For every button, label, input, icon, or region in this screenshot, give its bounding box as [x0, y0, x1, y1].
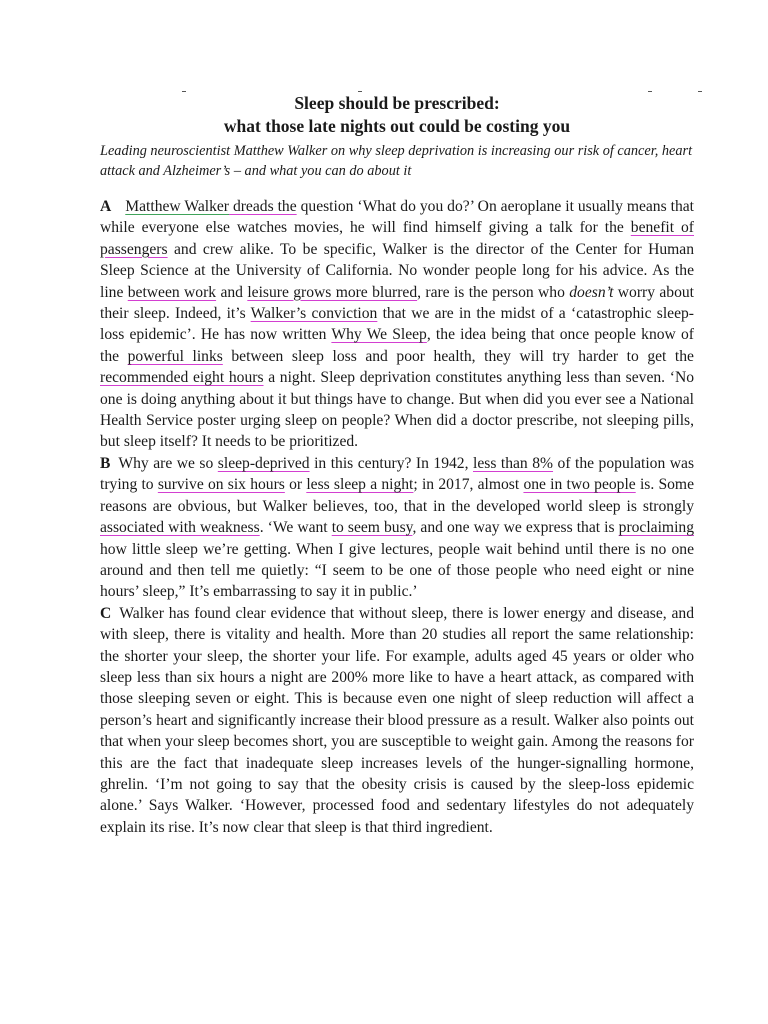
paragraph-text: less sleep a night	[306, 476, 414, 494]
paragraph-text: is. Some reasons are obvious, but Walker believes, too, that in the developed world sleep is strongly	[100, 476, 694, 515]
paragraph-text: question ‘What do you do?’ On aeroplane it usually means that while everyone else watches movies, he will find himself giving a talk for the	[100, 198, 695, 237]
paragraph-text: less than 8%	[473, 454, 554, 472]
paragraph-text: powerful links	[127, 347, 223, 365]
paragraph-text: , and one way we express that is	[412, 519, 619, 537]
title-line-2: what those late nights out could be costing you	[223, 116, 571, 136]
paragraph-text: associated with weakness	[100, 519, 260, 537]
paragraph-text: and crew alike. To be specific, Walker is the director of the Center for Human Sleep Science at the University of California. No wonder people long for his advice. As the line	[100, 240, 694, 301]
paragraph-text: benefit of passengers	[100, 219, 694, 258]
paragraph-letter: B	[100, 454, 111, 472]
paragraph-text: one in two people	[523, 476, 636, 494]
paragraph-text: . ‘We want	[259, 519, 332, 537]
paragraph-text: Why are we so	[118, 454, 218, 472]
paragraph-text: Walker has found clear evidence that without sleep, there is lower energy and disease, and with sleep, there is vitality and health. More than 20 studies all report the same relationship: the shorter your sleep, the shorter your life. For example, adults aged 45 years or older who sleep less than six hours a night are 200% more like to have a heart attack, as compared with those sleeping seven or eight. This is because even one night of sleep reduction will affect a person’s heart and significantly increase their blood pressure as a result. Walker also points out that when your sleep becomes short, you are susceptible to weight gain. Among the reasons for this are the fact that inadequate sleep increases levels of the hunger-signalling hormone, ghrelin. ‘I’m not going to say that the obesity crisis is caused by the sleep-loss epidemic alone.’ Says Walker. ‘However, processed food and sedentary lifestyles do not adequately explain its rise. It’s now clear that sleep is that third ingredient.	[100, 604, 694, 836]
paragraph-letter: A	[100, 198, 112, 215]
paragraph-letter: C	[100, 604, 112, 622]
article-title	[100, 92, 694, 138]
paragraph-text: leisure grows more blurred	[247, 283, 418, 301]
paragraph-text: sleep-deprived	[217, 454, 310, 472]
paragraph-text: , the idea being that once people know of the	[100, 326, 694, 365]
article	[100, 92, 694, 838]
paragraph-a	[100, 196, 694, 453]
paragraph-text: doesn’t	[569, 283, 614, 301]
paragraph-text: Walker’s conviction	[250, 305, 378, 323]
paragraph-text: how little sleep we’re getting. When I give lectures, people wait behind until there is no one around and then tell me quietly: “I seem to be one of those people who need eight or nine hours’ sleep,” It’s embarrassing to say it in public.’	[100, 540, 694, 601]
article-subtitle: Leading neuroscientist Matthew Walker on why sleep deprivation is increasing our risk of cancer, heart attack and Alzheimer’s – and what you can do about it	[100, 143, 693, 179]
paragraph-text: ; in 2017, almost	[413, 476, 524, 494]
paragraph-text: , rare is the person who	[417, 283, 570, 301]
paragraph-text: or	[284, 476, 307, 494]
scan-mark	[698, 91, 702, 92]
paragraph-text: Matthew Walker	[125, 198, 229, 215]
paragraph-b	[100, 453, 694, 603]
paragraph-text: of the population was trying to	[100, 454, 695, 494]
paragraph-text: between work	[127, 283, 217, 301]
paragraph-text: proclaiming	[618, 519, 694, 537]
paragraph-text: to seem busy	[331, 519, 413, 537]
paragraph-text: survive on six hours	[157, 476, 285, 494]
paragraph-text: that we are in the midst of a ‘catastrophic sleep-loss epidemic’. He has now written	[100, 305, 694, 344]
paragraph-c	[100, 603, 694, 838]
paragraph-text: Why We Sleep	[331, 326, 427, 344]
paragraph-text: and	[216, 283, 248, 301]
paragraph-text: recommended eight hours	[100, 369, 264, 387]
title-line-1: Sleep should be prescribed:	[294, 93, 500, 113]
paragraph-text: a night. Sleep deprivation constitutes anything less than seven. ‘No one is doing anything about it but things have to change. But when did you ever see a National Health Service poster urging sleep on people? When did a doctor prescribe, not sleeping pills, but sleep itself? It needs to be prioritized.	[100, 369, 694, 451]
paragraph-text: in this century? In 1942,	[309, 454, 473, 472]
paragraph-text: dreads the	[229, 198, 297, 215]
paragraph-text: worry about their sleep. Indeed, it’s	[100, 283, 695, 323]
paragraph-text: between sleep loss and poor health, they will try harder to get the	[222, 347, 694, 365]
